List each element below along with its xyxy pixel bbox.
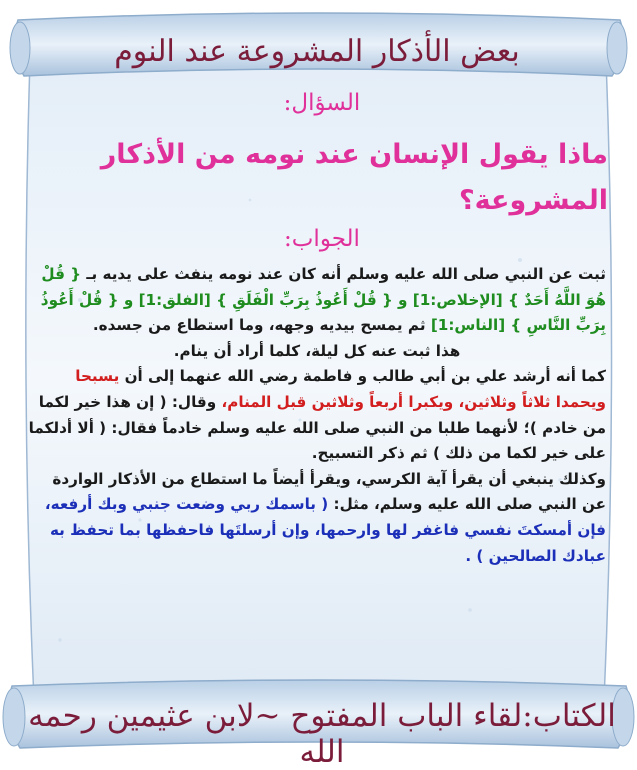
sleep-dua: ( باسمك ربي وضعت جنبي وبك أرفعه، فإن أمسكتَ نفسي فاغفر لها وارحمها، وإن أرسلتَها فاحفظها بما تحفظ به عبادك الصالحين ) . xyxy=(44,495,606,565)
answer-p3-end: وقال: ( إن هذا خير لكما من خادم )؛ لأنهما طلبا من النبي صلى الله عليه وسلم خادماً فقال: ( ألا أدلكما على خير لكما من ذلك ) ثم ذكر التسبيح. xyxy=(28,392,606,463)
answer-p3-intro: كما أنه أرشد علي بن أبي طالب و فاطمة رضي الله عنهما إلى أن xyxy=(124,367,606,386)
source-footer: الكتاب:لقاء الباب المفتوح ~لابن عثيمين رحمه الله xyxy=(28,698,616,770)
page-title: بعض الأذكار المشروعة عند النوم xyxy=(114,34,520,69)
question-label: السؤال: xyxy=(283,90,361,116)
answer-paragraph-2: هذا ثبت عنه كل ليلة، كلما أراد أن ينام. xyxy=(173,341,461,360)
answer-p1-intro: ثبت عن النبي صلى الله عليه وسلم أنه كان عند نومه ينفث على يديه بـ xyxy=(86,265,606,283)
quran-verses: { قُلْ هُوَ اللَّهُ أَحَدٌ } [الإخلاص:1] و { قُلْ أَعُوذُ بِرَبِّ الْفَلَقِ } [الفلق:1] و { قُلْ أَعُوذُ بِرَبِّ النَّاسِ } [الناس:1] xyxy=(40,265,606,335)
answer-paragraph-4 xyxy=(28,467,606,569)
scroll-content xyxy=(22,0,614,768)
answer-paragraph-1 xyxy=(28,262,606,339)
question-text: ماذا يقول الإنسان عند نومه من الأذكار المشروعة؟ xyxy=(100,139,608,216)
answer-label: الجواب: xyxy=(284,226,360,252)
answer-p4-intro: وكذلك ينبغي أن يقرأ آية الكرسي، ويقرأ أيضاً ما استطاع من الأذكار الواردة عن النبي صلى الله عليه وسلم، مثل: xyxy=(52,469,606,514)
answer-p1-end: ثم يمسح بيديه وجهه، وما استطاع من جسده. xyxy=(92,316,426,335)
answer-paragraph-3 xyxy=(28,364,606,466)
tasbih-instruction: يسبحا ويحمدا ثلاثاً وثلاثين، ويكبرا أربعاً وثلاثين قبل المنام، xyxy=(75,367,606,411)
answer-body xyxy=(28,262,606,569)
